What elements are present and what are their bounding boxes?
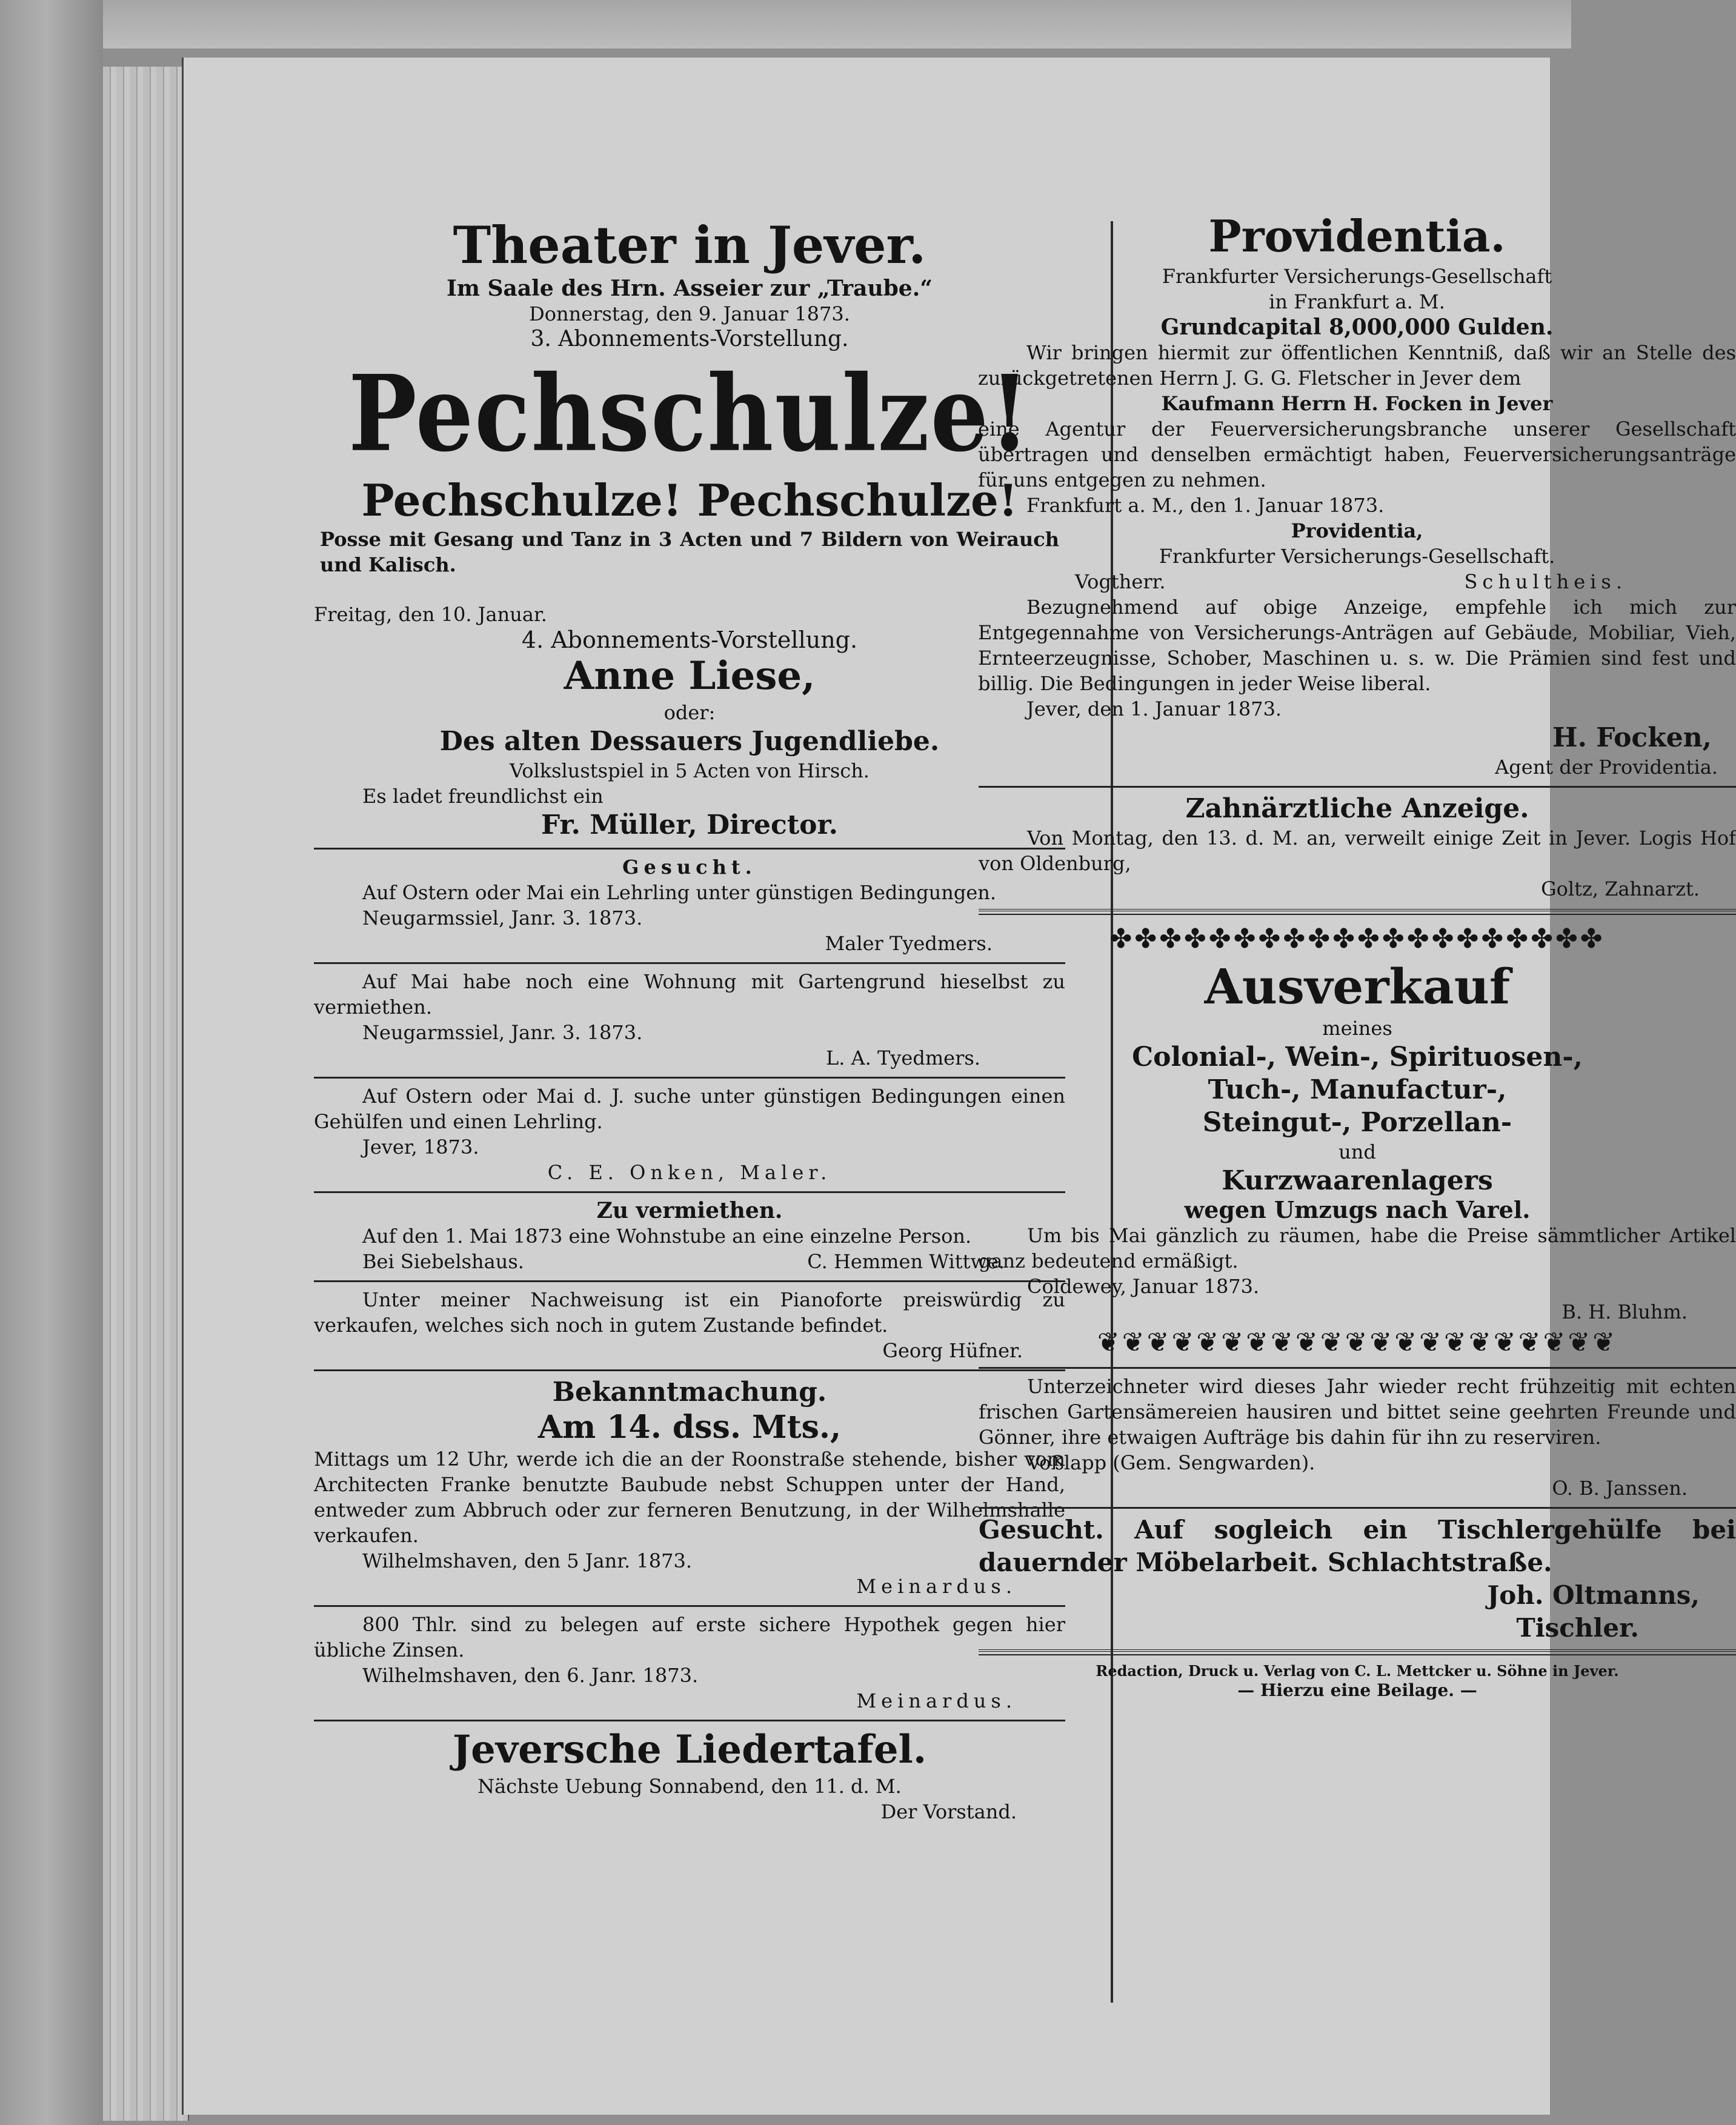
tischler-signature-2: Tischler.: [1516, 1613, 1639, 1643]
providentia-sign-row: [978, 569, 1736, 594]
ad-gehuelfe-text: Auf Ostern oder Mai d. J. suche unter günstigen Bedingungen einen Gehülfen und einen Lehrling.: [314, 1085, 1065, 1133]
ad-piano-signature: Georg Hüfner.: [882, 1339, 1023, 1362]
play-2-description: Volkslustspiel in 5 Acten von Hirsch.: [510, 759, 870, 782]
ausverkauf-heading: Ausverkauf: [1204, 958, 1511, 1015]
theater-performance-2: 4. Abonnements-Vorstellung.: [521, 627, 858, 653]
imprint: [979, 1661, 1736, 1700]
supplement-note: — Hierzu eine Beilage. —: [1237, 1680, 1477, 1700]
ad-wohnung-signature: L. A. Tyedmers.: [825, 1046, 980, 1069]
providentia-agent-line: Kaufmann Herrn H. Focken in Jever: [1161, 392, 1553, 415]
ad-wohnung-text: Auf Mai habe noch eine Wohnung mit Gartengrund hieselbst zu vermiethen.: [314, 970, 1065, 1019]
providentia-company: Frankfurter Versicherungs-Gesellschaft: [1162, 265, 1552, 288]
ad-liedertafel-signature: Der Vorstand.: [880, 1800, 1017, 1823]
ad-piano-text: Unter meiner Nachweisung ist ein Pianoforte preiswürdig zu verkaufen, welches sich noch in gutem Zustande befindet.: [314, 1288, 1065, 1337]
ausverkauf-signature: B. H. Bluhm.: [1561, 1300, 1688, 1323]
ad-vermiethen: [314, 1198, 1065, 1274]
ausverkauf-meines: meines: [1322, 1017, 1392, 1040]
ad-vermiethen-text: Auf den 1. Mai 1873 eine Wohnstube an eine einzelne Person.: [362, 1225, 972, 1248]
theater-title: Theater in Jever.: [453, 215, 926, 275]
ad-liedertafel-heading: Jeversche Liedertafel.: [452, 1727, 927, 1772]
providentia-date-2: Jever, den 1. Januar 1873.: [1026, 697, 1282, 720]
theater-date-1: Donnerstag, den 9. Januar 1873.: [529, 302, 850, 325]
ad-gehuelfe-place: Jever, 1873.: [362, 1136, 479, 1159]
providentia-date: Frankfurt a. M., den 1. Januar 1873.: [1026, 494, 1385, 517]
ad-thaler-text: 800 Thlr. sind zu belegen auf erste sichere Hypothek gegen hier übliche Zinsen.: [314, 1613, 1065, 1661]
ad-gesucht-signature: Maler Tyedmers.: [825, 932, 993, 955]
providentia-sign-right: Schultheis.: [1464, 570, 1627, 593]
divider: [314, 848, 1065, 850]
divider: [314, 1605, 1065, 1607]
ad-bekanntmachung-text: Mittags um 12 Uhr, werde ich die an der Roonstraße stehende, bisher vom Architecten Franke benutzte Baubude nebst Schuppen unter der Hand, entweder zum Abbruch oder zur ferneren Benutzung, in der Wilhelmshalle verkaufen.: [314, 1448, 1065, 1547]
left-column: [314, 148, 1065, 1824]
providentia-text-2: eine Agentur der Feuerversicherungsbranche unserer Gesellschaft übertragen und denselben ermächtigt haben, Feuerversicherungsanträge für uns entgegen zu nehmen.: [978, 417, 1736, 491]
ad-vermiethen-sign-row: [314, 1249, 1065, 1274]
ad-bekanntmachung-signature: Meinardus.: [856, 1575, 1017, 1598]
zahnarzt-signature: Goltz, Zahnarzt.: [1541, 877, 1700, 900]
double-divider: [979, 1649, 1736, 1655]
gaertner-signature: O. B. Janssen.: [1552, 1477, 1688, 1500]
play-2-oder: oder:: [663, 701, 716, 724]
ad-gehuelfe: [314, 1083, 1065, 1185]
imprint-text: Redaction, Druck u. Verlag von C. L. Mettcker u. Söhne in Jever.: [1096, 1662, 1619, 1680]
ad-gesucht: [314, 854, 1065, 956]
zahnarzt-ad: [979, 793, 1736, 902]
ad-wohnung-place: Neugarmssiel, Janr. 3. 1873.: [362, 1021, 643, 1044]
providentia-ad: [978, 209, 1736, 780]
theater-subtitle: Im Saale des Hrn. Asseier zur „Traube.“: [447, 276, 933, 301]
ad-vermiethen-signature: C. Hemmen Wittwe.: [807, 1250, 1005, 1273]
divider: [314, 1077, 1065, 1079]
zahnarzt-text: Von Montag, den 13. d. M. an, verweilt einige Zeit in Jever. Logis Hof von Oldenburg,: [979, 826, 1736, 875]
gaertner-place: Voßlapp (Gem. Sengwarden).: [1027, 1451, 1315, 1474]
ausverkauf-ad: [979, 921, 1736, 1361]
providentia-sign-left: Vogtherr.: [1075, 570, 1166, 593]
play-2-subtitle: Des alten Dessauers Jugendliebe.: [439, 726, 940, 757]
ausverkauf-text: Um bis Mai gänzlich zu räumen, habe die Preise sämmtlicher Artikel ganz bedeutend ermäßigt.: [979, 1224, 1736, 1272]
divider: [314, 1720, 1065, 1721]
divider: [979, 786, 1736, 788]
ad-gesucht-place: Neugarmssiel, Janr. 3. 1873.: [362, 906, 643, 929]
divider: [314, 1369, 1065, 1371]
providentia-agent-title: Agent der Providentia.: [1495, 756, 1718, 779]
ausverkauf-line-4: Kurzwaarenlagers: [1222, 1165, 1493, 1196]
ad-bekanntmachung-place: Wilhelmshaven, den 5 Janr. 1873.: [362, 1549, 692, 1572]
divider: [314, 1191, 1065, 1193]
scan-border-left: [0, 0, 103, 2125]
ausverkauf-place: Coldewey, Januar 1873.: [1027, 1275, 1260, 1298]
ad-bekanntmachung-heading: Bekanntmachung.: [552, 1377, 827, 1408]
providentia-title: Providentia.: [1208, 210, 1506, 262]
ad-thaler-signature: Meinardus.: [856, 1689, 1017, 1712]
ad-vermiethen-place: Bei Siebelshaus.: [362, 1250, 524, 1273]
tischler-text: Gesucht. Auf sogleich ein Tischlergehülfe bei dauernder Möbelarbeit. Schlachtstraße.: [979, 1515, 1736, 1577]
divider: [314, 1280, 1065, 1282]
ad-bekanntmachung: [314, 1376, 1065, 1599]
ausverkauf-line-2: Tuch-, Manufactur-,: [1208, 1074, 1507, 1105]
providentia-city: in Frankfurt a. M.: [1269, 290, 1445, 313]
ad-thaler-place: Wilhelmshaven, den 6. Janr. 1873.: [362, 1664, 699, 1687]
stacked-page-edges: [103, 67, 189, 2121]
ornament-border-2: ❦❦❦❦❦❦❦❦❦❦❦❦❦❦❦❦❦❦❦❦❦: [1097, 1327, 1618, 1358]
theater-performance-1: 3. Abonnements-Vorstellung.: [530, 327, 849, 351]
zahnarzt-heading: Zahnärztliche Anzeige.: [1185, 793, 1529, 824]
ad-gesucht-heading: Gesucht.: [622, 856, 757, 879]
theater-invite: Es ladet freundlichst ein: [362, 785, 604, 808]
tischler-ad: [979, 1514, 1736, 1644]
double-divider: [979, 909, 1736, 915]
providentia-sign-company-2: Frankfurter Versicherungs-Gesellschaft.: [1159, 545, 1555, 568]
ausverkauf-und: und: [1339, 1140, 1376, 1163]
play-1-subtitle: Pechschulze! Pechschulze!: [361, 474, 1018, 526]
right-column: [979, 148, 1736, 1700]
divider: [979, 1367, 1736, 1369]
providentia-sign-company: Providentia,: [1291, 519, 1423, 542]
ornament-border: ✤✤✤✤✤✤✤✤✤✤✤✤✤✤✤✤✤✤✤✤: [1109, 923, 1605, 954]
ad-gehuelfe-signature: C. E. Onken, Maler.: [547, 1161, 832, 1184]
ad-liedertafel-text: Nächste Uebung Sonnabend, den 11. d. M.: [477, 1775, 902, 1798]
gaertner-ad: [979, 1374, 1736, 1501]
ad-wohnung: [314, 969, 1065, 1071]
ausverkauf-line-1: Colonial-, Wein-, Spirituosen-,: [1132, 1042, 1583, 1072]
ausverkauf-line-5: wegen Umzugs nach Varel.: [1184, 1196, 1531, 1223]
ad-piano: [314, 1287, 1065, 1363]
ad-bekanntmachung-date: Am 14. dss. Mts.,: [537, 1409, 842, 1446]
ad-thaler: [314, 1612, 1065, 1714]
play-2-title: Anne Liese,: [564, 653, 816, 699]
providentia-text-3: Bezugnehmend auf obige Anzeige, empfehle ich mich zur Entgegennahme von Versicherungs-Anträgen auf Gebäude, Mobiliar, Vieh, Ernteerzeugnisse, Schober, Maschinen u. s. w. Die Prämien sind fest und billig. Die Bedingungen in jeder Weise liberal.: [978, 596, 1736, 695]
newspaper-page: [182, 58, 1736, 2115]
ad-gesucht-text: Auf Ostern oder Mai ein Lehrling unter günstigen Bedingungen.: [362, 881, 997, 904]
theater-director: Fr. Müller, Director.: [541, 810, 838, 840]
play-1-description: Posse mit Gesang und Tanz in 3 Acten und 7 Bildern von Weirauch und Kalisch.: [320, 528, 1059, 576]
providentia-text-1: Wir bringen hiermit zur öffentlichen Kenntniß, daß wir an Stelle des zurückgetretenen Herrn J. G. G. Fletscher in Jever dem: [978, 341, 1736, 390]
tischler-signature: Joh. Oltmanns,: [1487, 1580, 1700, 1610]
theater-ad: [314, 215, 1065, 842]
providentia-capital: Grundcapital 8,000,000 Gulden.: [1160, 314, 1554, 340]
ad-liedertafel: [314, 1726, 1065, 1824]
divider: [314, 962, 1065, 964]
providentia-agent-signature: H. Focken,: [1552, 722, 1712, 753]
ausverkauf-line-3: Steingut-, Porzellan-: [1202, 1107, 1512, 1138]
gaertner-text: Unterzeichneter wird dieses Jahr wieder recht frühzeitig mit echten frischen Gartensämereien hausiren und bittet seine geehrten Freunde und Gönner, ihre etwaigen Aufträge bis dahin für ihn zu reserviren.: [979, 1375, 1736, 1449]
theater-date-2: Freitag, den 10. Januar.: [314, 603, 547, 626]
scan-border-top: [0, 0, 1571, 48]
divider: [979, 1507, 1736, 1509]
ad-vermiethen-heading: Zu vermiethen.: [596, 1198, 783, 1223]
play-1-title: Pechschulze!: [348, 352, 1031, 476]
